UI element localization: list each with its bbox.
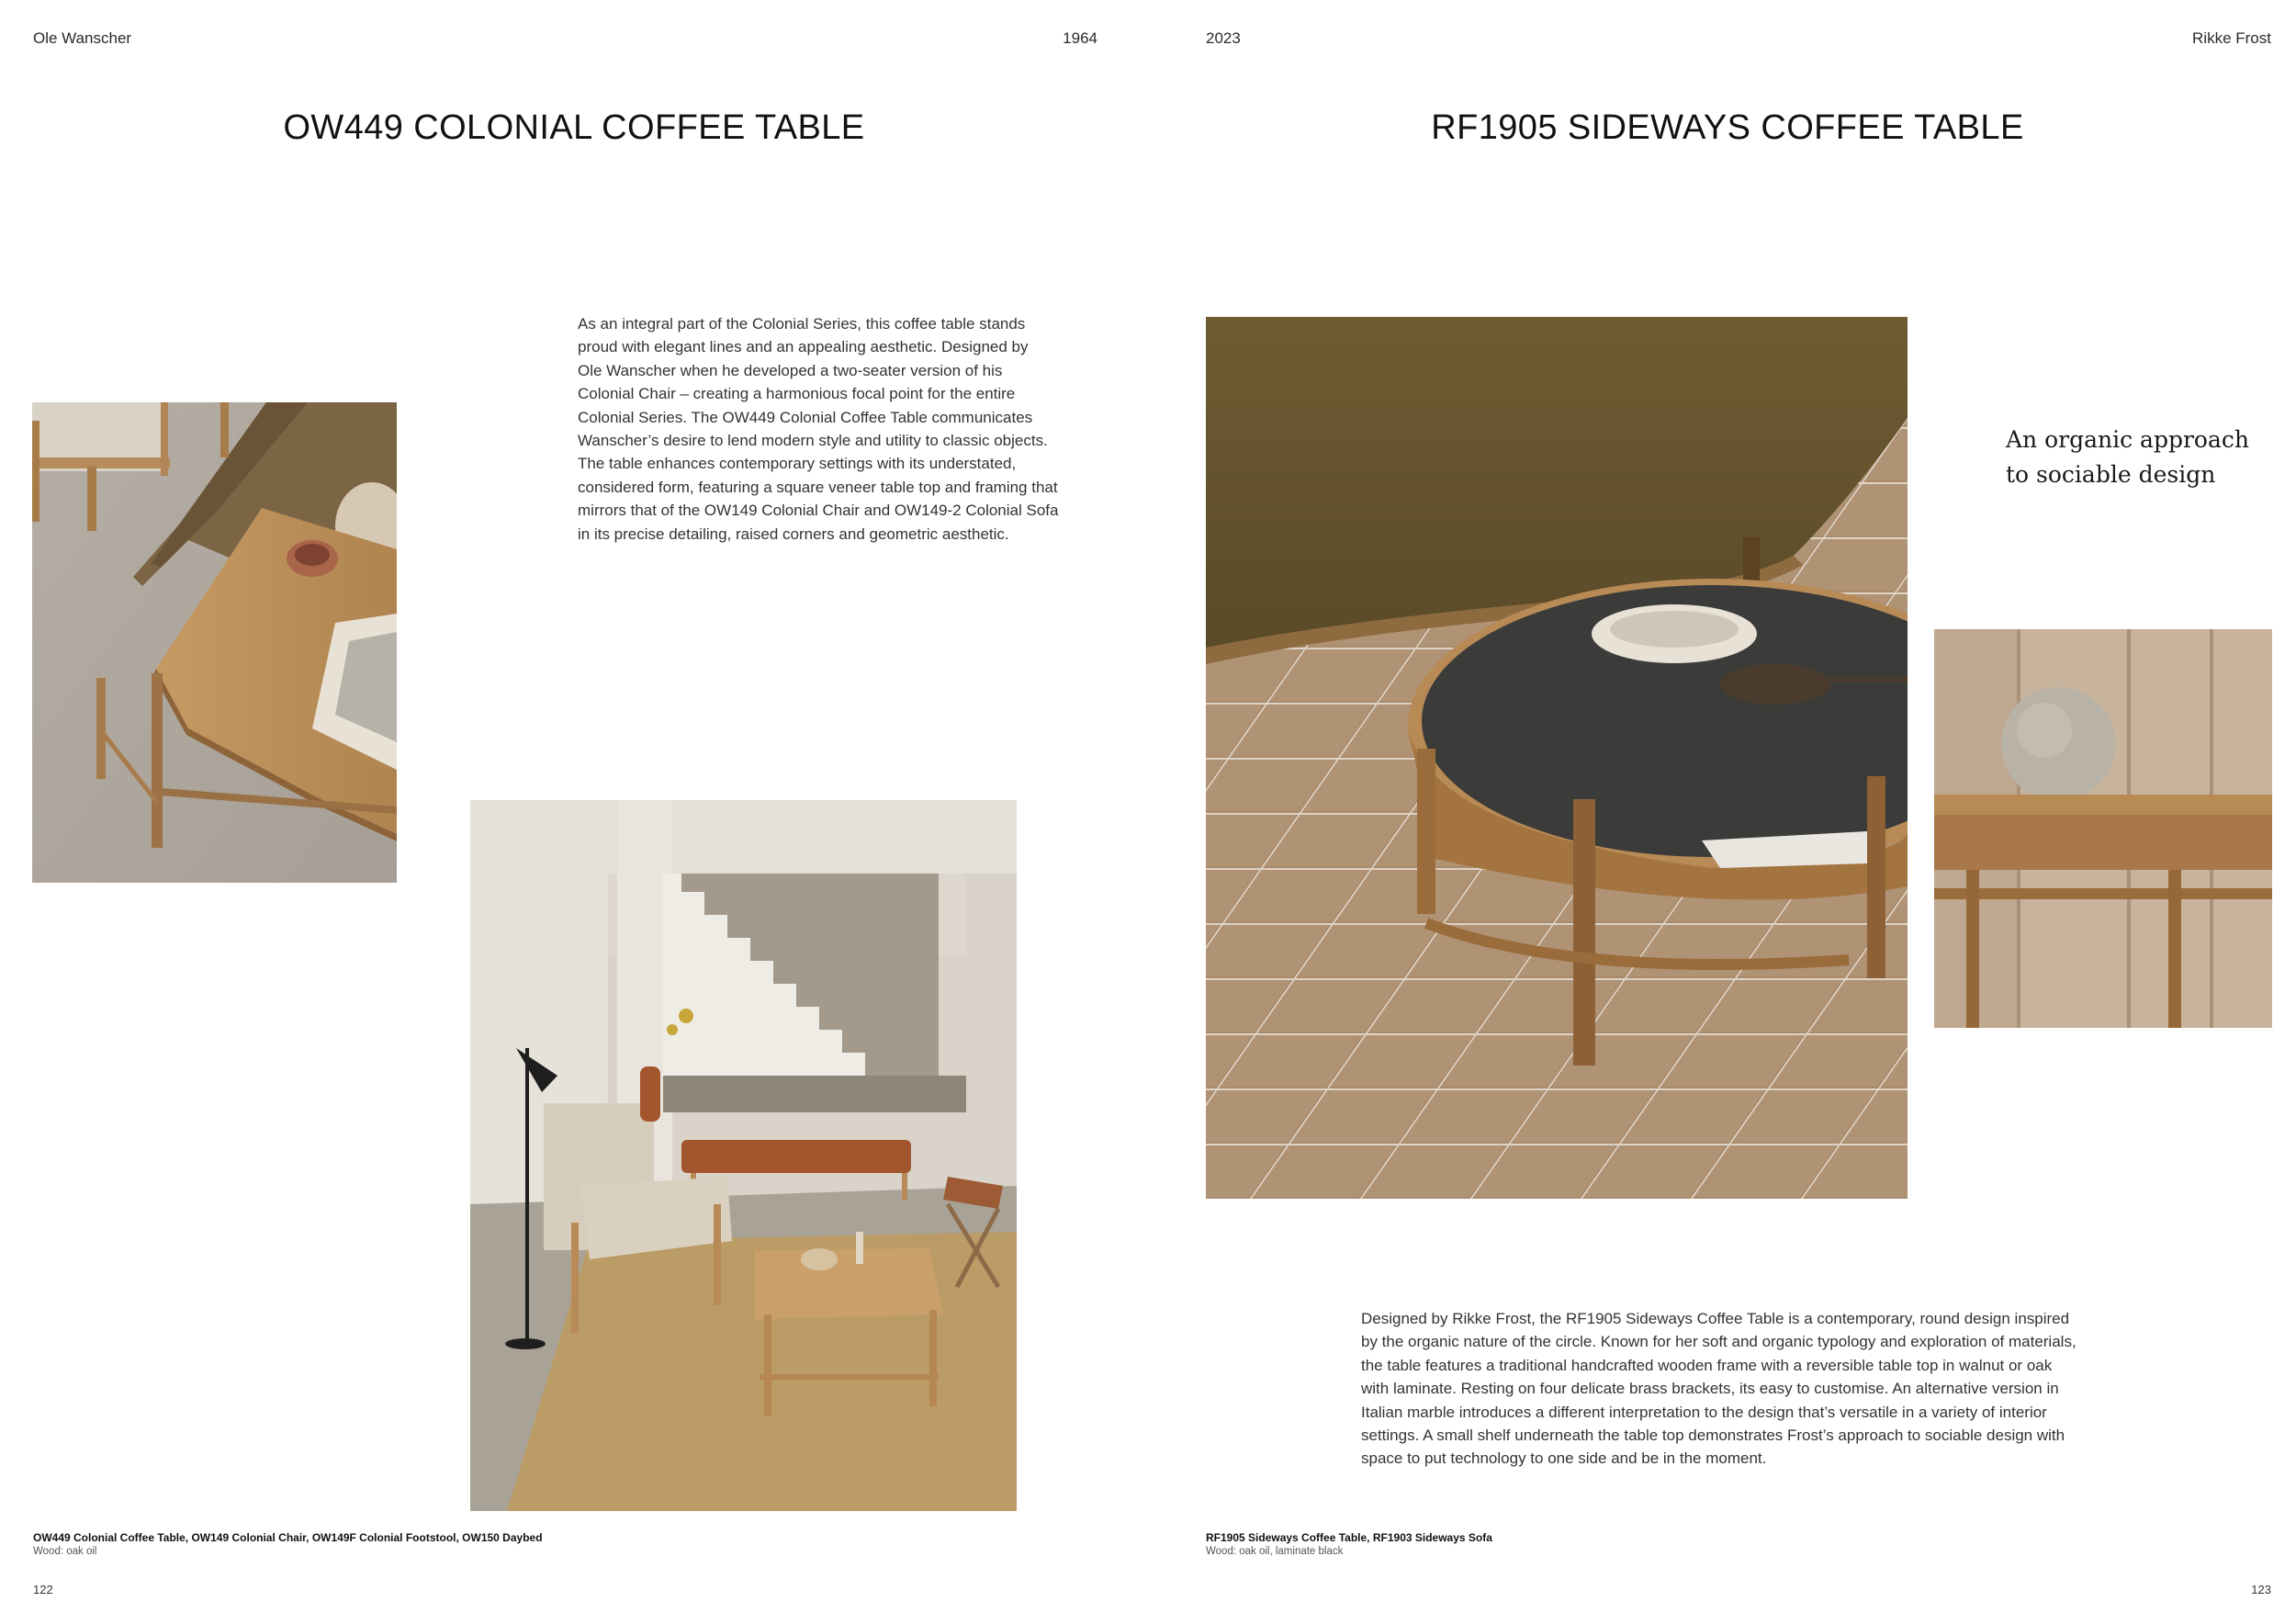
- product-description: [1361, 1307, 2077, 1471]
- description-line: Colonial Chair – creating a harmonious focal point for the entire: [578, 385, 1016, 403]
- description-line: The table enhances contemporary settings with its understated,: [578, 455, 1017, 473]
- description-line: Designed by Rikke Frost, the RF1905 Sideways Coffee Table is a contemporary, round design inspired: [1361, 1310, 2070, 1327]
- product-description: [578, 312, 1058, 546]
- description-line: with laminate. Resting on four delicate brass brackets, its easy to customise. An alternative version in: [1361, 1380, 2059, 1398]
- living-room-interior-photo: [470, 800, 1017, 1511]
- description-line: settings. A small shelf underneath the table top demonstrates Frost’s approach to sociable design with: [1361, 1427, 2065, 1445]
- description-line: As an integral part of the Colonial Series, this coffee table stands: [578, 315, 1026, 333]
- description-line: by the organic nature of the circle. Known for her soft and organic typology and exploration of materials,: [1361, 1333, 2077, 1351]
- tagline-line: to sociable design: [2006, 461, 2216, 488]
- coffee-table-detail-photo: [32, 402, 397, 883]
- description-line: considered form, featuring a square veneer table top and framing that: [578, 478, 1058, 496]
- designer-name: Ole Wanscher: [33, 29, 132, 47]
- tagline-line: An organic approach: [2006, 426, 2249, 453]
- page-title: OW449 COLONIAL COFFEE TABLE: [283, 108, 865, 147]
- page-number: 122: [33, 1583, 53, 1596]
- tagline: [2006, 423, 2249, 492]
- description-line: Wanscher’s desire to lend modern style and utility to classic objects.: [578, 432, 1048, 450]
- stone-vase-on-table-photo: [1934, 629, 2272, 1028]
- designer-name: Rikke Frost: [2192, 29, 2271, 47]
- description-line: in its precise detailing, raised corners and geometric aesthetic.: [578, 524, 1009, 543]
- design-year: 2023: [1206, 29, 1241, 47]
- caption-products: RF1905 Sideways Coffee Table, RF1903 Sideways Sofa: [1206, 1531, 1492, 1544]
- description-line: mirrors that of the OW149 Colonial Chair and OW149-2 Colonial Sofa: [578, 502, 1059, 520]
- caption-finish: Wood: oak oil, laminate black: [1206, 1546, 1344, 1557]
- page-number: 123: [2251, 1583, 2271, 1596]
- photo-caption: [33, 1531, 543, 1557]
- round-coffee-table-sofa-photo: [1206, 317, 1908, 1199]
- description-line: Colonial Series. The OW449 Colonial Coffee Table communicates: [578, 408, 1033, 426]
- caption-finish: Wood: oak oil: [33, 1546, 97, 1557]
- right-page: [1148, 0, 2296, 1624]
- description-line: the table features a traditional handcrafted wooden frame with a reversible table top in walnut or oak: [1361, 1356, 2053, 1374]
- photo-caption: [1206, 1531, 1492, 1557]
- description-line: proud with elegant lines and an appealing aesthetic. Designed by: [578, 338, 1029, 356]
- description-line: Italian marble introduces a different interpretation to the design that’s versatile in a variety of interior: [1361, 1403, 2047, 1421]
- caption-products: OW449 Colonial Coffee Table, OW149 Colonial Chair, OW149F Colonial Footstool, OW150 Daybed: [33, 1531, 543, 1544]
- design-year: 1964: [1063, 29, 1097, 47]
- page-title: RF1905 SIDEWAYS COFFEE TABLE: [1431, 108, 2024, 147]
- description-line: space to put technology to one side and be in the moment.: [1361, 1449, 1767, 1468]
- description-line: Ole Wanscher when he developed a two-seater version of his: [578, 361, 1003, 379]
